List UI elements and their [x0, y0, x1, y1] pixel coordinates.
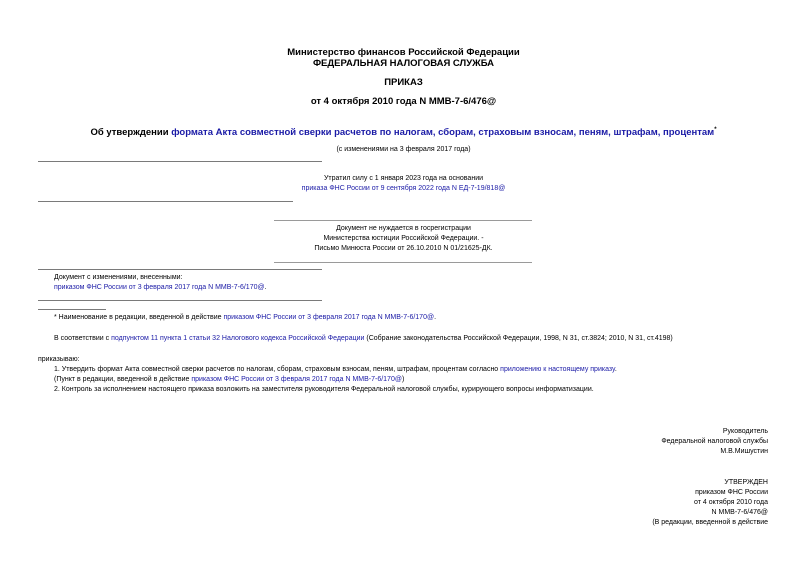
- approved-heading: УТВЕРЖДЕН: [724, 479, 768, 486]
- approved-line-5: (В редакции, введенной в действие: [652, 519, 768, 526]
- order-item-1-suffix: .: [614, 366, 617, 373]
- order-intro: приказываю:: [38, 356, 80, 363]
- registration-line-1: Документ не нуждается в госрегистрации: [336, 225, 471, 232]
- basis-prefix: В соответствии с: [54, 335, 112, 342]
- order-note-prefix: (Пункт в редакции, введенной в действие: [54, 376, 192, 383]
- divider: [38, 201, 293, 202]
- registration-bottom-rule: [274, 262, 532, 263]
- doc-type: ПРИКАЗ: [384, 77, 423, 88]
- page-title: [0, 127, 807, 138]
- footnote-link[interactable]: приказом ФНС России от 3 февраля 2017 года N ММВ-7-6/170@: [223, 314, 435, 321]
- void-notice-link[interactable]: приказа ФНС России от 9 сентября 2022 года N ЕД-7-19/818@: [301, 185, 506, 192]
- service-name: ФЕДЕРАЛЬНАЯ НАЛОГОВАЯ СЛУЖБА: [312, 58, 495, 69]
- basis-suffix: (Собрание законодательства Российской Федерации, 1998, N 31, ст.3824; 2010, N 31, ст.4198): [364, 335, 673, 342]
- void-notice-text: Утратил силу с 1 января 2023 года на основании: [323, 175, 484, 182]
- changes-intro: Документ с изменениями, внесенными:: [54, 274, 183, 281]
- approved-line-4: N ММВ-7-6/476@: [711, 509, 768, 516]
- title-link[interactable]: формата Акта совместной сверки расчетов по налогам, сборам, страховым взносам, пеням, штрафам, процентам: [171, 127, 715, 139]
- footnote-suffix: .: [434, 314, 437, 321]
- footnote-text: * Наименование в редакции, введенной в действие: [54, 314, 224, 321]
- order-item-1: [54, 366, 617, 373]
- basis-link[interactable]: подпунктом 11 пункта 1 статьи 32 Налогового кодекса Российской Федерации: [111, 335, 365, 342]
- signature-organization: Федеральной налоговой службы: [661, 438, 768, 445]
- changes-suffix: .: [264, 284, 267, 291]
- order-item-1-note: [54, 376, 404, 383]
- footnote: [54, 314, 436, 321]
- signature-title: Руководитель: [722, 428, 768, 435]
- footnote-rule: [38, 309, 106, 310]
- order-note-link[interactable]: приказом ФНС России от 3 февраля 2017 года N ММВ-7-6/170@: [191, 376, 402, 383]
- basis-paragraph: [54, 335, 673, 342]
- divider: [38, 300, 322, 301]
- changes-link[interactable]: приказом ФНС России от 3 февраля 2017 года N ММВ-7-6/170@: [54, 284, 265, 291]
- divider: [38, 269, 322, 270]
- order-item-2: 2. Контроль за исполнением настоящего приказа возложить на заместителя руководителя Федеральной налоговой службы, курирующего вопросы информатизации.: [54, 386, 594, 393]
- approved-line-2: приказом ФНС России: [695, 489, 768, 496]
- registration-line-3: Письмо Минюста России от 26.10.2010 N 01/21625-ДК.: [314, 245, 493, 252]
- order-item-1-link[interactable]: приложению к настоящему приказу: [500, 366, 615, 373]
- divider: [38, 161, 322, 162]
- order-note-suffix: ): [401, 376, 405, 383]
- amend-note: (с изменениями на 3 февраля 2017 года): [336, 146, 471, 153]
- title-asterisk: *: [714, 127, 717, 133]
- changes-entry: [54, 284, 267, 291]
- ministry-name: Министерство финансов Российской Федерации: [287, 47, 520, 58]
- registration-top-rule: [274, 220, 532, 221]
- registration-line-2: Министерства юстиции Российской Федерации. -: [323, 235, 484, 242]
- doc-date-number: от 4 октября 2010 года N ММВ-7-6/476@: [310, 96, 497, 107]
- approved-line-3: от 4 октября 2010 года: [694, 499, 768, 506]
- title-prefix: Об утверждении: [90, 127, 172, 139]
- signature-name: М.В.Мишустин: [720, 448, 768, 455]
- order-item-1-text: 1. Утвердить формат Акта совместной сверки расчетов по налогам, сборам, страховым взносам, пеням, штрафам, процентам согласно: [54, 366, 501, 373]
